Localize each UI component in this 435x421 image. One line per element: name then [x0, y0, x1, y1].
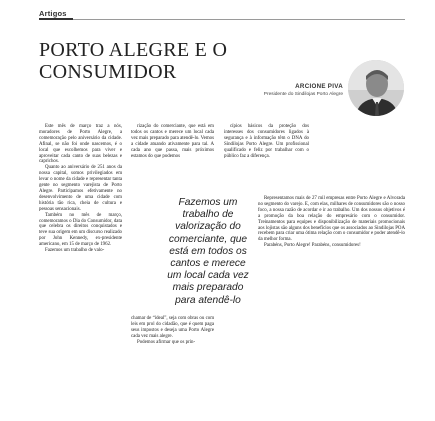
- author-role: Presidente do Sindilojas Porto Alegre: [263, 92, 343, 97]
- article-column-1: [39, 124, 122, 254]
- paragraph: Este mês de março traz a nós, moradores de Porto Alegre, a comemoração pelo aniversário da cidade. Afinal, se não foi onde nascemos, é o local que escolhemos para viver e aproveitar cada canto de suas belezas e caprichos.: [39, 124, 122, 165]
- author-name: ARCIONE PIVA: [295, 83, 343, 90]
- paragraph: Podemos afirmar que os prin-: [137, 339, 196, 345]
- section-rule-accent: [39, 18, 73, 20]
- paragraph: Também no mês de março, comemoramos o Dia do Consumidor, data que celebra os direitos conquistados e teve sua origem em um discurso realizado por John Kennedy, ex-presidente americano, em 15 de março de 1962.: [39, 212, 122, 248]
- article-column-2-continued: [131, 316, 214, 346]
- article-title: PORTO ALEGRE E O CONSUMIDOR: [39, 39, 228, 83]
- author-photo-image: [348, 60, 404, 116]
- article-column-3: [224, 124, 309, 159]
- section-label: Artigos: [39, 9, 67, 18]
- paragraph: chamar de “ideal”, seja com obras ou com leis em prol do cidadão, que é quem paga seus impostos e deseja uma Porto Alegre cada vez mais alegre.: [131, 316, 214, 339]
- author-photo: [348, 60, 404, 116]
- paragraph: Parabéns, Porto Alegre! Parabéns, consumidores!: [264, 243, 361, 249]
- section-rule: [39, 19, 405, 20]
- paragraph: Representamos mais de 27 mil empresas entre Porto Alegre e Alvorada no segmento do varejo. E, com elas, milhares de consumidores são o nosso foco, a nossa razão de acordar e ir ao trabalho. Um dos nossos objetivos é a promoção da boa relação do empresário com o consumidor. Treinamentos para equipes e disponibilização de materiais promocionais aos lojistas são alguns dos benefícios que os associados ao Sindilojas POA recebem para criar uma ótima relação com o consumidor e poder atendê-lo da melhor forma.: [258, 196, 405, 243]
- article-column-2: [131, 124, 214, 159]
- paragraph: Quanto ao aniversário de 251 anos da nossa capital, somos privilegiados em levar o nome da cidade e representar tanta gente no segmento varejista de Porto Alegre. Participamos efetivamente no desenvolvimento de uma cidade com história tão rica, cheia de cultura e pessoas sensacionais.: [39, 165, 122, 212]
- paragraph: rização do comerciante, que está em todos os cantos e merece um local cada vez mais preparado para atendê-lo. Vemos a cidade atuando ativamente para tal. A cada ano que passa, mais próximos estamos do que podemos: [131, 124, 214, 159]
- pull-quote: Fazemos um trabalho de valorização do comerciante, que está em todos os cantos e merece um local cada vez mais preparado para atendê-lo: [167, 197, 249, 306]
- paragraph: cípios básicos da proteção dos interesses dos consumidores ligados à segurança e à informação têm o DNA do Sindilojas Porto Alegre. Um profissional qualificado e feliz por trabalhar com o público faz a diferença.: [224, 124, 309, 159]
- article-column-3b: [258, 196, 405, 249]
- paragraph: Fazemos um trabalho de valo-: [45, 248, 105, 254]
